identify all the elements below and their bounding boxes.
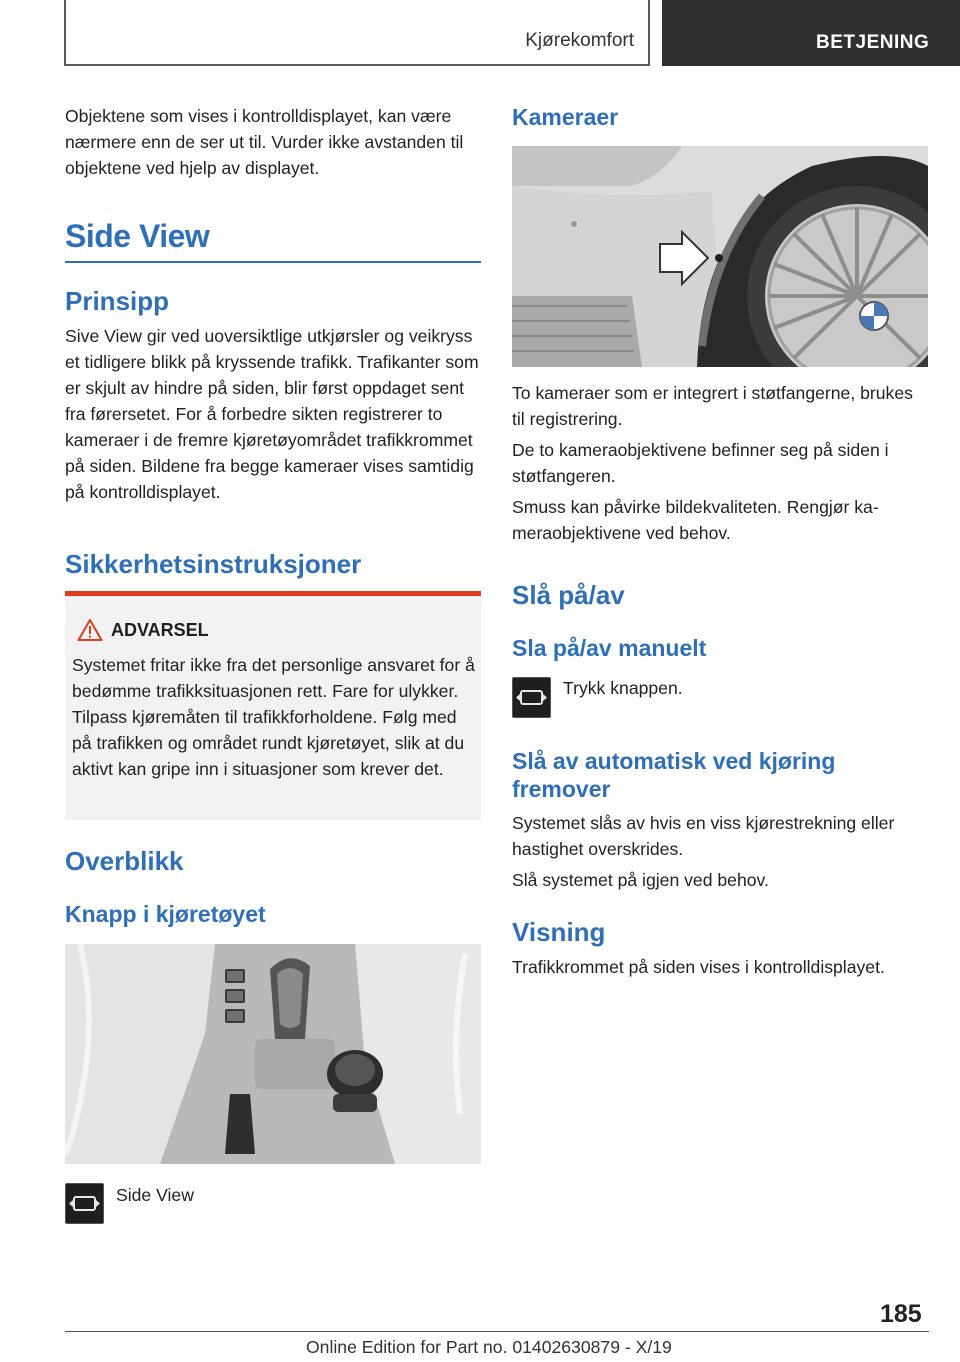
auto-off-paragraph-1: Systemet slås av hvis en viss kjørestrekning eller hastighet overskrides. bbox=[512, 813, 895, 859]
warning-title: ADVARSEL bbox=[111, 620, 209, 640]
cameras-paragraph-3: Smuss kan påvirke bildekvaliteten. Rengjør kameraobjektivene ved behov. bbox=[512, 497, 879, 543]
warning-triangle-icon bbox=[77, 618, 103, 642]
side-view-icon bbox=[513, 678, 550, 717]
auto-off-paragraph-2: Slå systemet på igjen ved behov. bbox=[512, 870, 769, 890]
console-illustration bbox=[65, 944, 481, 1164]
footer-divider bbox=[65, 1331, 929, 1332]
header-section-box bbox=[64, 0, 650, 66]
header-chapter-box bbox=[662, 0, 960, 66]
display-paragraph: Trafikkrommet på siden vises i kontrolldisplayet. bbox=[512, 957, 885, 977]
bumper-illustration bbox=[512, 146, 928, 367]
page-title: Side View bbox=[65, 218, 210, 254]
manual-instruction: Trykk knappen. bbox=[563, 678, 683, 698]
auto-off-heading: Slå av automatisk ved kjøring fremover bbox=[512, 748, 836, 802]
side-view-icon bbox=[66, 1184, 103, 1223]
side-view-button[interactable] bbox=[65, 1183, 104, 1224]
side-view-toggle-button[interactable] bbox=[512, 677, 551, 718]
bumper-camera-photo bbox=[512, 146, 928, 367]
warning-box bbox=[65, 596, 481, 820]
onoff-heading: Slå på/av bbox=[512, 580, 625, 610]
warning-text: Systemet fritar ikke fra det personlige ansvaret for å bedømme trafikksituasjonen rett. Fare for ulykker. Tilpass kjøremåten til trafikkforholdene. Følg med på trafikken og området rundt kjøretøyet, slik at du aktivt kan gripe inn i situasjoner som krever det. bbox=[72, 655, 475, 779]
principle-heading: Prinsipp bbox=[65, 286, 170, 316]
header-section-title: Kjørekomfort bbox=[525, 30, 634, 51]
page-number: 185 bbox=[880, 1300, 922, 1328]
footer-edition: Online Edition for Part no. 01402630879 - X/19 bbox=[306, 1337, 672, 1357]
safety-heading: Sikkerhetsinstruksjoner bbox=[65, 549, 362, 579]
side-view-button-label: Side View bbox=[116, 1185, 194, 1205]
header-chapter-title: BETJENING bbox=[816, 32, 930, 53]
button-heading: Knapp i kjøretøyet bbox=[65, 901, 266, 927]
cameras-paragraph-2: De to kameraobjektivene befinner seg på siden i støtfangeren. bbox=[512, 440, 889, 486]
cameras-heading: Kameraer bbox=[512, 104, 619, 130]
display-heading: Visning bbox=[512, 917, 606, 947]
intro-paragraph: Objektene som vises i kontrolldisplayet, kan være nærmere enn de ser ut til. Vurder ikke avstanden til objektene ved hjelp av displayet. bbox=[65, 106, 464, 178]
manual-heading: Sla på/av manuelt bbox=[512, 635, 707, 661]
console-photo bbox=[65, 944, 481, 1164]
title-divider bbox=[65, 261, 481, 263]
principle-paragraph: Sive View gir ved uoversiktlige utkjørsler og veikryss et tidligere blikk på kryssende trafikk. Trafikanter som er skjult av hindre på siden, blir først oppdaget sent fra førersetet. For å forbedre sikten registrerer to kameraer i de fremre kjøretøyområdet trafikkrommet på siden. Bildene fra begge kameraer vises samtidig på kontrolldisplayet. bbox=[65, 326, 479, 502]
overview-heading: Overblikk bbox=[65, 846, 184, 876]
cameras-paragraph-1: To kameraer som er integrert i støtfangerne, brukes til registrering. bbox=[512, 383, 913, 429]
